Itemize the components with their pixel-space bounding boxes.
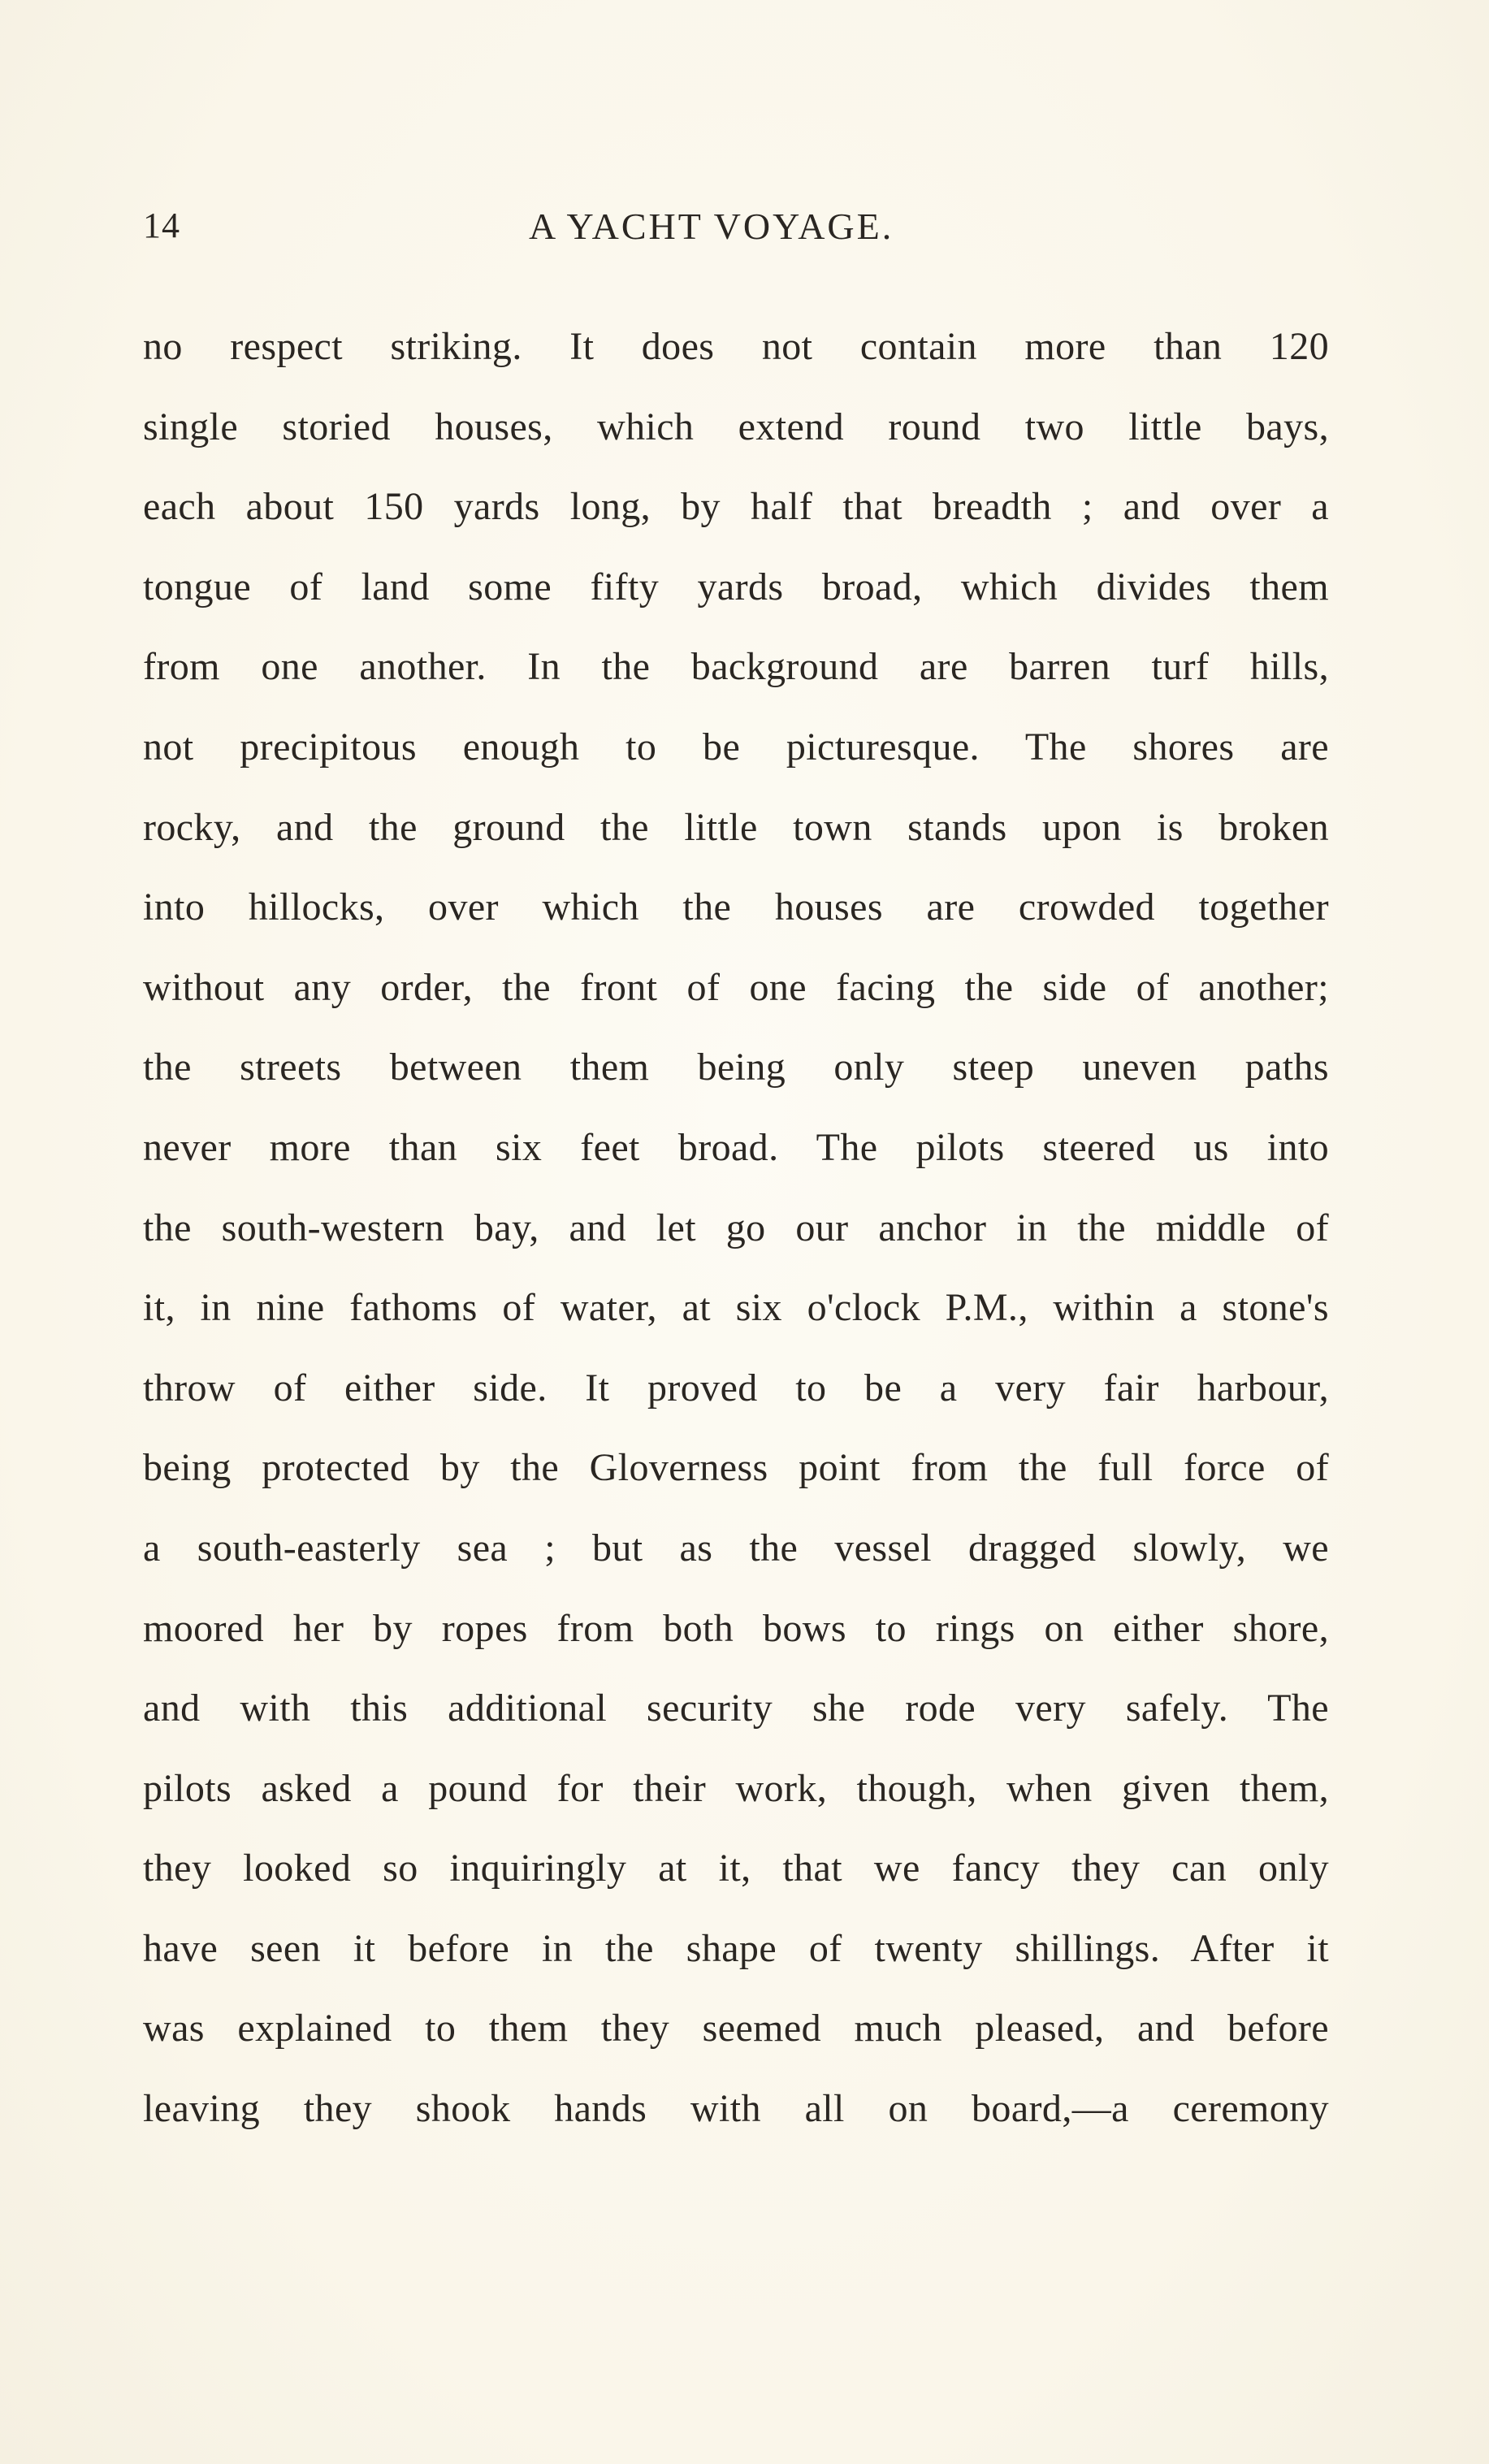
- text-line: single storied houses, which extend round two little bays,: [143, 405, 1329, 448]
- text-line: and with this additional security she rode very safely. The: [143, 1687, 1329, 1730]
- body-text: [143, 323, 1329, 2166]
- text-line: a south-easterly sea ; but as the vessel dragged slowly, we: [143, 1526, 1329, 1570]
- text-line: they looked so inquiringly at it, that we fancy they can only: [143, 1847, 1329, 1890]
- text-line: tongue of land some fifty yards broad, which divides them: [143, 565, 1329, 608]
- text-line: into hillocks, over which the houses are crowded together: [143, 886, 1329, 929]
- text-line: was explained to them they seemed much pleased, and before: [143, 2007, 1329, 2050]
- text-line: from one another. In the background are barren turf hills,: [143, 645, 1329, 689]
- text-line: moored her by ropes from both bows to rings on either shore,: [143, 1606, 1329, 1650]
- text-line: throw of either side. It proved to be a very fair harbour,: [143, 1366, 1329, 1410]
- text-line: rocky, and the ground the little town stands upon is broken: [143, 805, 1329, 849]
- text-line: being protected by the Gloverness point from the full force of: [143, 1446, 1329, 1490]
- text-line: leaving they shook hands with all on board,—a ceremony: [143, 2087, 1329, 2131]
- text-line: not precipitous enough to be picturesque. The shores are: [143, 725, 1329, 769]
- text-line: the south-western bay, and let go our anchor in the middle of: [143, 1206, 1329, 1249]
- text-line: have seen it before in the shape of twenty shillings. After it: [143, 1926, 1329, 1970]
- text-line: each about 150 yards long, by half that breadth ; and over a: [143, 485, 1329, 529]
- text-line: no respect striking. It does not contain more than 120: [143, 325, 1329, 368]
- page-number: 14: [143, 206, 180, 245]
- text-line: the streets between them being only steep uneven paths: [143, 1046, 1329, 1089]
- text-line: pilots asked a pound for their work, though, when given them,: [143, 1766, 1329, 1810]
- running-title: A YACHT VOYAGE.: [529, 206, 894, 247]
- running-head: [143, 205, 1329, 253]
- text-line: never more than six feet broad. The pilots steered us into: [143, 1125, 1329, 1169]
- text-line: it, in nine fathoms of water, at six o'clock P.M., within a stone's: [143, 1286, 1329, 1330]
- text-line: without any order, the front of one facing the side of another;: [143, 965, 1329, 1009]
